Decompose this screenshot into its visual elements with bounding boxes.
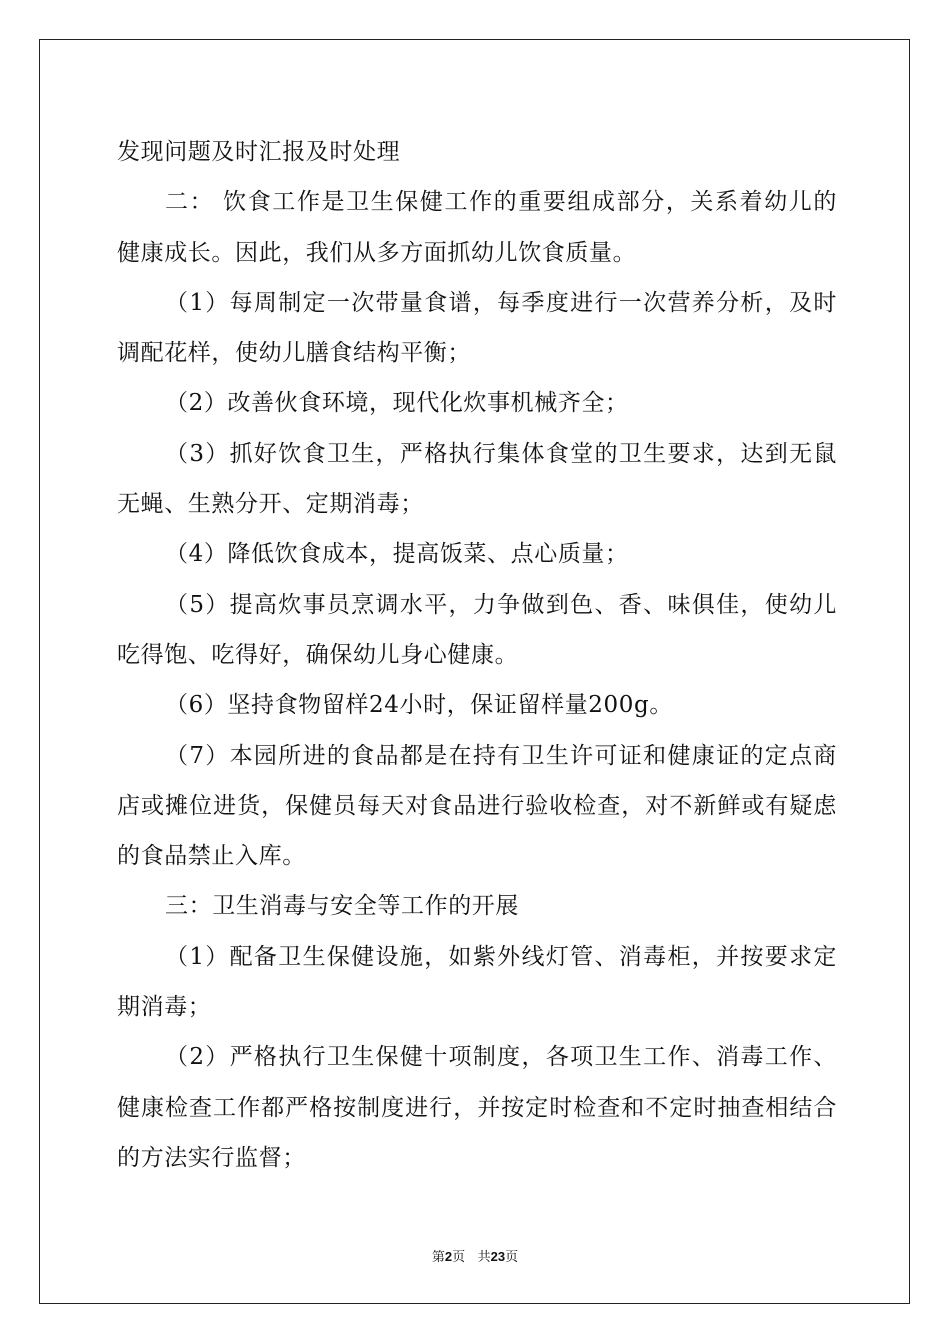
- text-line: 店或摊位进货，保健员每天对食品进行验收检查，对不新鲜或有疑虑: [117, 792, 837, 819]
- text-line: （2）严格执行卫生保健十项制度，各项卫生工作、消毒工作、: [165, 1044, 837, 1071]
- text-line: 无蝇、生熟分开、定期消毒；: [117, 491, 424, 518]
- page-number: 2: [444, 1249, 453, 1264]
- text-line: 调配花样，使幼儿膳食结构平衡；: [117, 340, 471, 367]
- text-line: （7）本园所进的食品都是在持有卫生许可证和健康证的定点商: [165, 742, 837, 769]
- total-suffix: 页: [505, 1250, 519, 1265]
- page-suffix: 页: [452, 1250, 466, 1265]
- text-line: 期消毒；: [117, 994, 212, 1021]
- document-body: [117, 127, 837, 1183]
- text-line: （1）每周制定一次带量食谱，每季度进行一次营养分析，及时: [165, 289, 837, 316]
- text-line: 健康成长。因此，我们从多方面抓幼儿饮食质量。: [117, 239, 637, 266]
- page-prefix: 第: [431, 1250, 445, 1265]
- total-pages: 23: [490, 1249, 506, 1264]
- text-line: 的方法实行监督；: [117, 1144, 306, 1171]
- section-heading: 三：卫生消毒与安全等工作的开展: [165, 893, 519, 920]
- text-line: （6）坚持食物留样24小时，保证留样量200g。: [165, 692, 673, 719]
- total-prefix: 共: [477, 1250, 491, 1265]
- text-line: 的食品禁止入库。: [117, 843, 306, 870]
- text-line: （2）改善伙食环境，现代化炊事机械齐全；: [165, 390, 629, 417]
- text-line: 健康检查工作都严格按制度进行，并按定时检查和不定时抽查相结合: [117, 1094, 837, 1121]
- text-line: 吃得饱、吃得好，确保幼儿身心健康。: [117, 641, 519, 668]
- text-line: （4）降低饮食成本，提高饭菜、点心质量；: [165, 541, 629, 568]
- page-footer: [0, 1246, 950, 1265]
- text-line: （1）配备卫生保健设施，如紫外线灯管、消毒柜，并按要求定: [165, 943, 837, 970]
- text-line: 发现问题及时汇报及时处理: [117, 139, 401, 165]
- text-line: 二： 饮食工作是卫生保健工作的重要组成部分，关系着幼儿的: [165, 189, 837, 216]
- text-line: （5）提高炊事员烹调水平，力争做到色、香、味俱佳，使幼儿: [165, 591, 837, 618]
- text-line: （3）抓好饮食卫生，严格执行集体食堂的卫生要求，达到无鼠: [165, 440, 837, 467]
